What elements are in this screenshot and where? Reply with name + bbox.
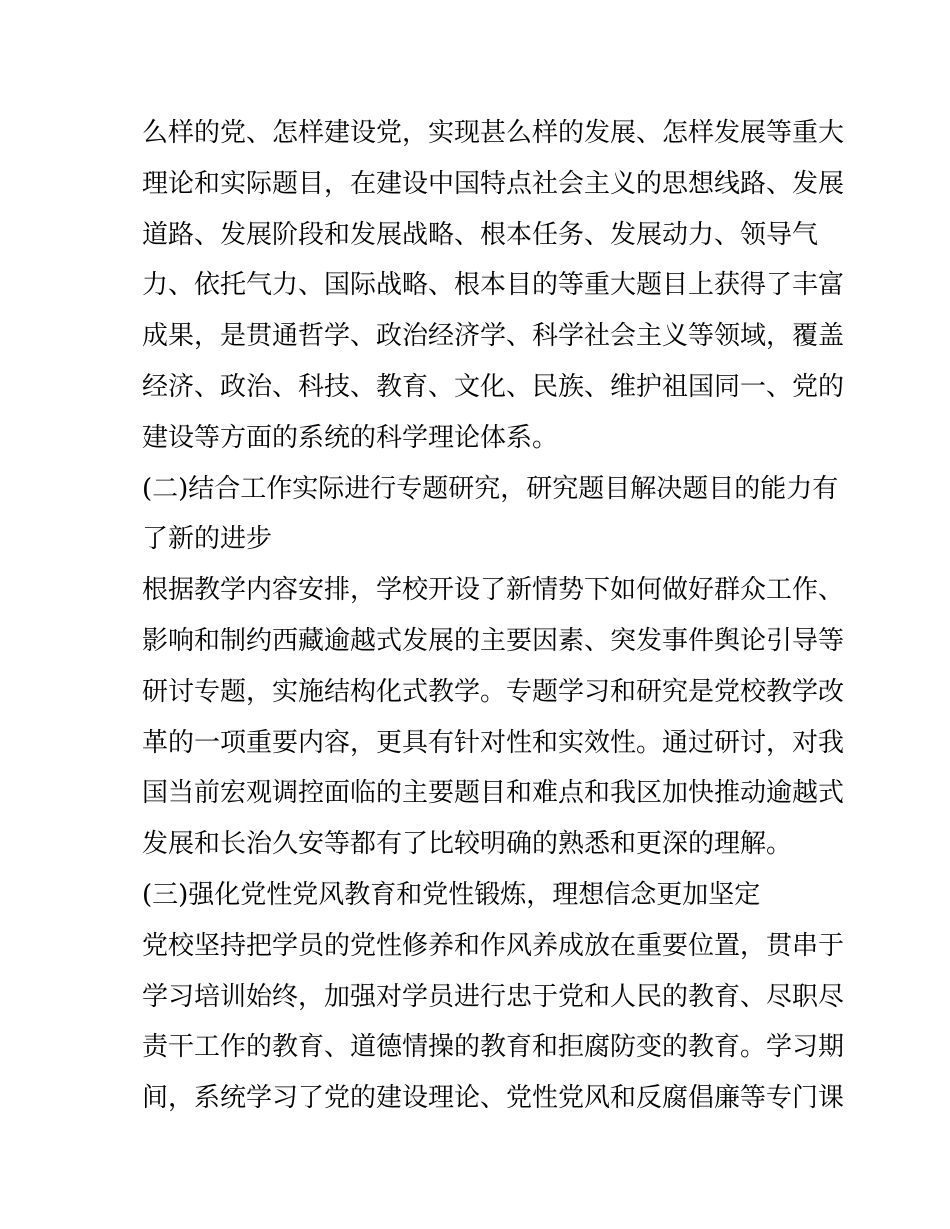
text-line: 间，系统学习了党的建设理论、党性党风和反腐倡廉等专门课 (142, 1083, 845, 1114)
text-line: 党校坚持把学员的党性修养和作风养成放在重要位置，贯串于 (142, 930, 845, 961)
text-line: 影响和制约西藏逾越式发展的主要因素、突发事件舆论引导等 (142, 625, 845, 656)
text-line: 国当前宏观调控面临的主要题目和难点和我区加快推动逾越式 (142, 778, 845, 809)
text-line: 道路、发展阶段和发展战略、根本任务、发展动力、领导气 (142, 219, 819, 250)
text-line: 力、依托气力、国际战略、根本目的等重大题目上获得了丰富 (142, 270, 845, 301)
text-line: 理论和实际题目，在建设中国特点社会主义的思想线路、发展 (142, 168, 845, 199)
text-line: 学习培训始终，加强对学员进行忠于党和人民的教育、尽职尽 (142, 981, 845, 1012)
text-line: 经济、政治、科技、教育、文化、民族、维护祖国同一、党的 (142, 371, 845, 402)
text-line: 研讨专题，实施结构化式教学。专题学习和研究是党校教学改 (142, 676, 845, 707)
section-heading-line: (三)强化党性党风教育和党性锻炼，理想信念更加坚定 (142, 879, 761, 910)
text-line: 么样的党、怎样建设党，实现甚么样的发展、怎样发展等重大 (142, 118, 845, 148)
document-body-text (142, 108, 845, 1124)
text-line: 根据教学内容安排，学校开设了新情势下如何做好群众工作、 (142, 575, 845, 606)
text-line: 革的一项重要内容，更具有针对性和实效性。通过研讨，对我 (142, 727, 845, 758)
section-heading-line: 了新的进步 (142, 524, 273, 555)
text-line: 责干工作的教育、道德情操的教育和拒腐防变的教育。学习期 (142, 1032, 845, 1063)
text-line: 发展和长治久安等都有了比较明确的熟悉和更深的理解。 (142, 829, 793, 860)
text-line: 成果，是贯通哲学、政治经济学、科学社会主义等领域，覆盖 (142, 321, 845, 352)
text-line: 建设等方面的系统的科学理论体系。 (142, 422, 559, 453)
section-heading-line: (二)结合工作实际进行专题研究，研究题目解决题目的能力有 (142, 473, 839, 504)
